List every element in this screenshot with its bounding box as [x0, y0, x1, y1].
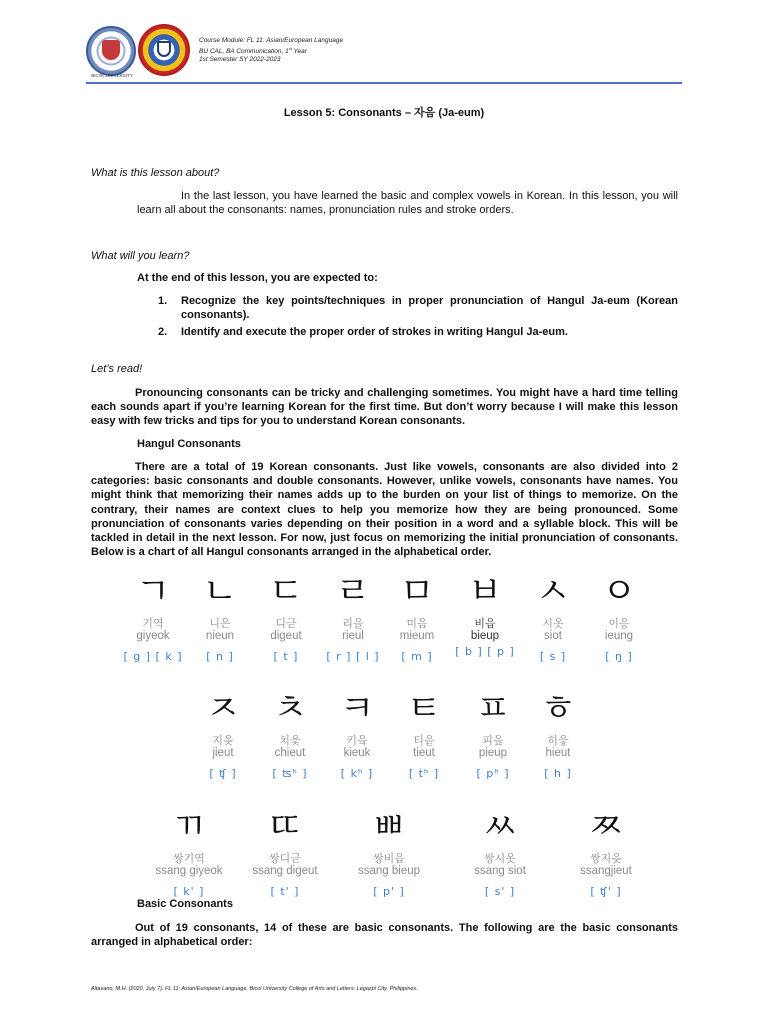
consonant-cell: ㅍ 피읖 pieup [ pʰ ]: [475, 688, 511, 780]
consonant-cell: ㅈ 지읒 jieut [ ʧ ]: [205, 688, 241, 780]
lets-read-heading: Let’s read!: [91, 363, 143, 375]
objectives-list: [137, 294, 678, 342]
consonant-cell: ㅊ 치읓 chieut [ ʦʰ ]: [272, 688, 308, 780]
header-divider: [86, 82, 682, 84]
consonant-cell: ㅅ 시옷 siot [ s ]: [535, 571, 571, 663]
document-header: [0, 0, 768, 84]
objective-item: 2. Identify and execute the proper order of strokes in writing Hangul Ja-eum.: [158, 326, 568, 338]
seal-caption: BICOL UNIVERSITY: [91, 73, 133, 78]
learn-intro: At the end of this lesson, you are expected to:: [137, 272, 378, 284]
basic-consonants-heading: Basic Consonants: [137, 898, 233, 910]
read-intro-paragraph: Pronouncing consonants can be tricky and challenging sometimes. You might have a hard time telling each sounds apart if you’re learning Korean for the first time. But don’t worry because I will make this lesson easy with few tricks and tips for you to understand Korean consonants.: [91, 387, 678, 428]
about-paragraph: In the last lesson, you have learned the basic and complex vowels in Korean. In this lesson, you will learn all about the consonants: names, pronunciation rules and stroke orders.: [137, 190, 678, 217]
lesson-title: Lesson 5: Consonants – 자음 (Ja-eum): [283, 107, 485, 119]
hangul-consonants-heading: Hangul Consonants: [137, 438, 241, 450]
citation-footer: Altavano, M.H. (2020, July 7). FL 11: Asian/European Language. Bicol University College of Arts and Letters: Legazpi City, Philippines.: [91, 986, 418, 992]
module-line-2: BU CAL, BA Communication, 1st Year: [199, 46, 307, 56]
college-seal-logo: [138, 24, 190, 76]
consonant-cell: ㄹ 리을 rieul [ r ] [ l ]: [326, 571, 380, 663]
learn-heading: What will you learn?: [91, 250, 190, 262]
objective-item: 1. Recognize the key points/techniques in proper pronunciation of Hangul Ja-eum (Korean consonants).: [158, 295, 678, 321]
consonant-cell: ㅁ 미음 mieum [ m ]: [399, 571, 435, 663]
basic-consonants-paragraph: Out of 19 consonants, 14 of these are basic consonants. The following are the basic consonants arranged in alphabetical order:: [91, 922, 678, 949]
consonant-cell: ㄸ 쌍디귿 ssang digeut [ t' ]: [252, 806, 318, 898]
course-module-info: [199, 37, 343, 64]
university-seal-logo: [86, 26, 136, 76]
consonant-cell: ㅉ 쌍지읒 ssangjieut [ ʧ' ]: [580, 806, 632, 898]
about-heading: What is this lesson about?: [91, 167, 220, 179]
consonant-cell: ㅇ 이응 ieung [ ŋ ]: [601, 571, 637, 663]
consonant-cell: ㄲ 쌍기역 ssang giyeok [ k' ]: [155, 806, 223, 898]
module-line-1: Course Module: FL 11: Asian/European Language: [199, 37, 344, 44]
consonant-cell: ㄴ 니은 nieun [ n ]: [202, 571, 238, 663]
consonant-cell: ㅌ 티읕 tieut [ tʰ ]: [406, 688, 442, 780]
consonant-cell: ㄱ 기역 giyeok [ g ] [ k ]: [123, 571, 183, 663]
consonant-cell: ㅋ 키읔 kieuk [ kʰ ]: [339, 688, 375, 780]
consonant-cell: ㅎ 히읗 hieut [ h ]: [540, 688, 576, 780]
consonant-cell: ㅃ 쌍비읍 ssang bieup [ p' ]: [357, 806, 421, 898]
consonant-cell: ㅂ 비읍 bieup [ b ] [ p ]: [455, 571, 515, 658]
module-line-3: 1st Semester SY 2022-2023: [199, 56, 281, 64]
consonant-cell: ㅆ 쌍시옷 ssang siot [ s' ]: [474, 806, 526, 898]
hangul-consonants-paragraph: There are a total of 19 Korean consonants. Just like vowels, consonants are also divided into 2 categories: basic consonants and double consonants. However, unlike vowels, consonants have names. You might think that memorizing their names adds up to the burden on your list of things to memorize. On the contrary, their names are context clues to help you memorize how they are being pronounced. Some pronunciation of consonants varies depending on their position in a word and a syllable block. This will be tackled in detail in the next lesson. For now, just focus on memorizing the initial pronunciation of consonants. Below is a chart of all Hangul consonants arranged in the alphabetical order.: [91, 461, 678, 559]
consonant-cell: ㄷ 디귿 digeut [ t ]: [268, 571, 304, 663]
